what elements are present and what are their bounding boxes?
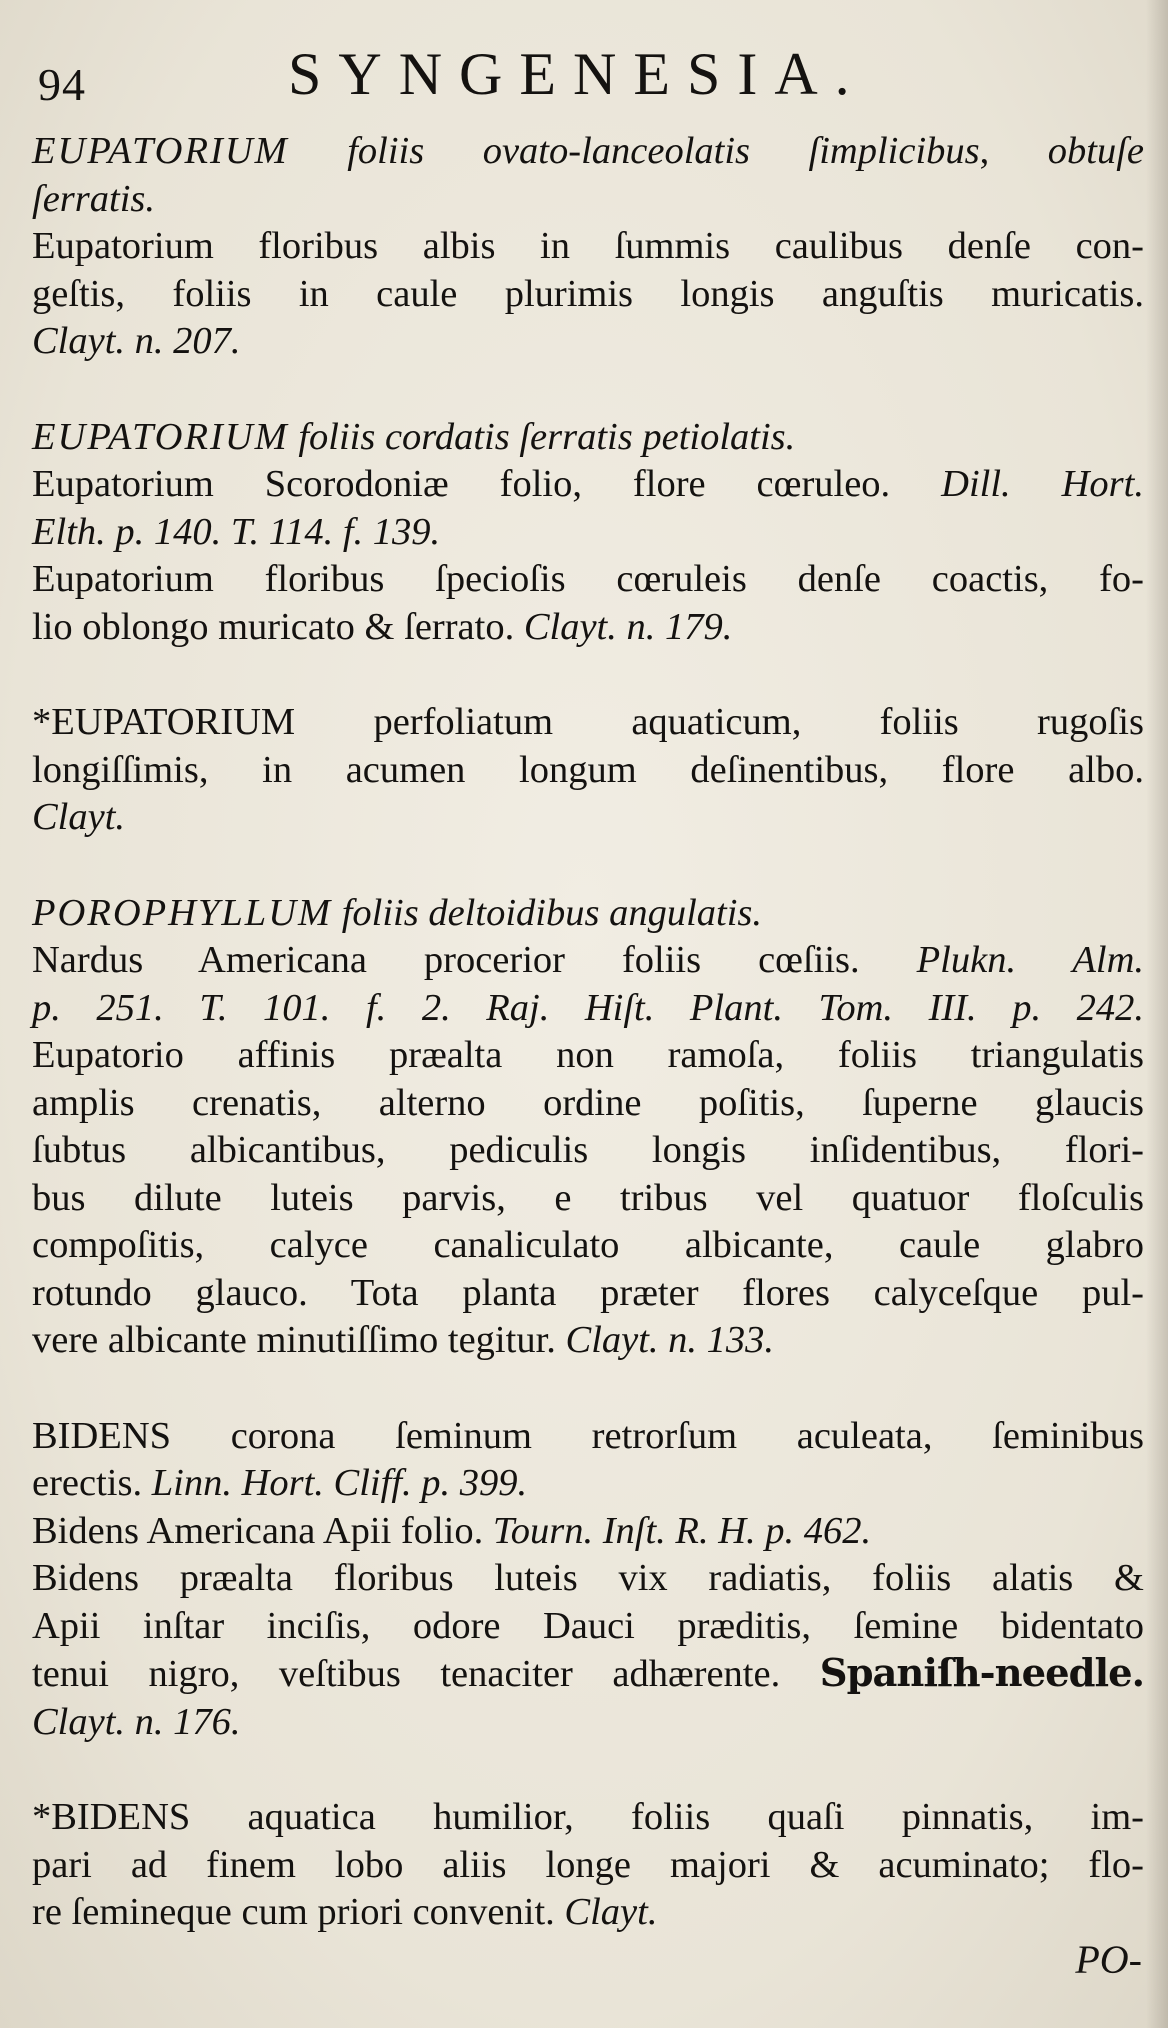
text-line: ſerratis. xyxy=(32,177,156,220)
text-line: longiſſimis, in acumen longum deſinentibus, flore albo. xyxy=(32,748,1144,791)
text-line: rotundo glauco. Tota planta præter flores calyceſque pul- xyxy=(32,1271,1144,1314)
text-line: BIDENS corona ſeminum retrorſum aculeata, ſeminibus xyxy=(32,1414,1144,1457)
text-line: erectis. Linn. Hort. Cliff. p. 399. xyxy=(32,1462,528,1504)
text-line: Nardus Americana procerior foliis cœſiis. Plukn. Alm. xyxy=(32,939,1145,981)
page-number: 94 xyxy=(38,59,86,110)
genus-name: EUPATORIUM xyxy=(32,130,289,172)
citation: Clayt. n. 133. xyxy=(565,1319,775,1361)
text-line xyxy=(32,414,1144,462)
text-line: pari ad finem lobo aliis longe majori & acuminato; flo- xyxy=(32,1843,1144,1886)
diagnosis-text: obtuſe xyxy=(1047,130,1144,172)
page-title: SYNGENESIA. xyxy=(288,41,867,107)
text-line: EUPATORIUM foliis ovato-lanceolatis ſimplicibus, obtuſe xyxy=(32,130,1144,172)
text-line: Eupatorio affinis præalta non ramoſa, foliis triangulatis xyxy=(32,1034,1144,1076)
text-line: compoſitis, calyce canaliculato albicante, caule glabro xyxy=(32,1224,1144,1266)
text-line: amplis crenatis, alterno ordine poſitis, ſuperne glaucis xyxy=(32,1081,1144,1124)
entry-bidens-1 xyxy=(32,1413,1144,1747)
diagnosis-text: foliis cordatis ſerratis petiolatis. xyxy=(298,415,796,458)
text-line: bus dilute luteis parvis, e tribus vel quatuor floſculis xyxy=(32,1176,1144,1219)
citation: Clayt. n. 176. xyxy=(32,1700,241,1743)
citation: Tourn. Inſt. R. H. p. 462. xyxy=(492,1509,872,1552)
diagnosis-text: foliis ovato-lanceolatis ſimplicibus xyxy=(347,130,980,172)
genus-name: EUPATORIUM xyxy=(32,415,289,458)
text-line: Eupatorium Scorodoniæ folio, flore cœruleo. Dill. Hort. xyxy=(32,463,1144,505)
citation: p. 251. T. 101. f. 2. Raj. Hiſt. Plant. Tom. III. p. 242. xyxy=(32,986,1144,1029)
citation: Linn. Hort. Cliff. p. 399. xyxy=(151,1462,528,1504)
entry-bidens-2 xyxy=(32,1794,1144,1937)
entry-porophyllum xyxy=(32,890,1144,1365)
genus-name: POROPHYLLUM xyxy=(32,891,333,934)
text-line: vere albicante minutiſſimo tegitur. Clayt. n. 133. xyxy=(32,1319,775,1361)
text-line: Apii inſtar inciſis, odore Dauci præditis, ſemine bidentato xyxy=(32,1604,1144,1647)
common-name: Spaniſh-needle. xyxy=(819,1651,1145,1696)
diagnosis-text: foliis deltoidibus angulatis. xyxy=(341,891,763,934)
text-line: tenui nigro, veſtibus tenaciter adhærente. Spaniſh-needle. xyxy=(32,1651,1145,1696)
text-line: re ſemineque cum priori convenit. Clayt. xyxy=(32,1891,658,1933)
text-line: Bidens Americana Apii folio. Tourn. Inſt. R. H. p. 462. xyxy=(32,1509,872,1552)
text-line: Eupatorium floribus ſpecioſis cœruleis denſe coactis, fo- xyxy=(32,558,1144,600)
citation: Clayt. xyxy=(32,796,126,838)
text-line: geſtis, foliis in caule plurimis longis anguſtis muricatis. xyxy=(32,272,1144,315)
citation: Clayt. n. 179. xyxy=(523,605,733,648)
running-head xyxy=(30,38,1138,108)
entry-eupatorium-1 xyxy=(32,128,1144,366)
page-edge-shadow xyxy=(1146,0,1168,2028)
citation: Plukn. Alm. xyxy=(916,939,1145,981)
citation: Dill. Hort. xyxy=(941,463,1144,505)
text-line: *EUPATORIUM perfoliatum aquaticum, foliis rugoſis xyxy=(32,701,1144,743)
text-line: Eupatorium floribus albis in ſummis caulibus denſe con- xyxy=(32,225,1144,267)
text-line: ſubtus albicantibus, pediculis longis inſidentibus, flori- xyxy=(32,1129,1144,1171)
text-line: *BIDENS aquatica humilior, foliis quaſi pinnatis, im- xyxy=(32,1796,1144,1838)
text-line: Bidens præalta floribus luteis vix radiatis, foliis alatis & xyxy=(32,1557,1144,1599)
catchword: PO- xyxy=(1075,1937,1142,1982)
entry-eupatorium-2 xyxy=(32,414,1144,652)
text-line xyxy=(32,890,1144,938)
entry-eupatorium-3 xyxy=(32,699,1144,842)
citation: Clayt. xyxy=(564,1891,658,1933)
body-text xyxy=(32,128,1144,1985)
text-line: lio oblongo muricato & ſerrato. Clayt. n. 179. xyxy=(32,605,733,648)
citation: Clayt. n. 207. xyxy=(32,320,241,362)
citation: Elth. p. 140. T. 114. f. 139. xyxy=(32,510,441,553)
